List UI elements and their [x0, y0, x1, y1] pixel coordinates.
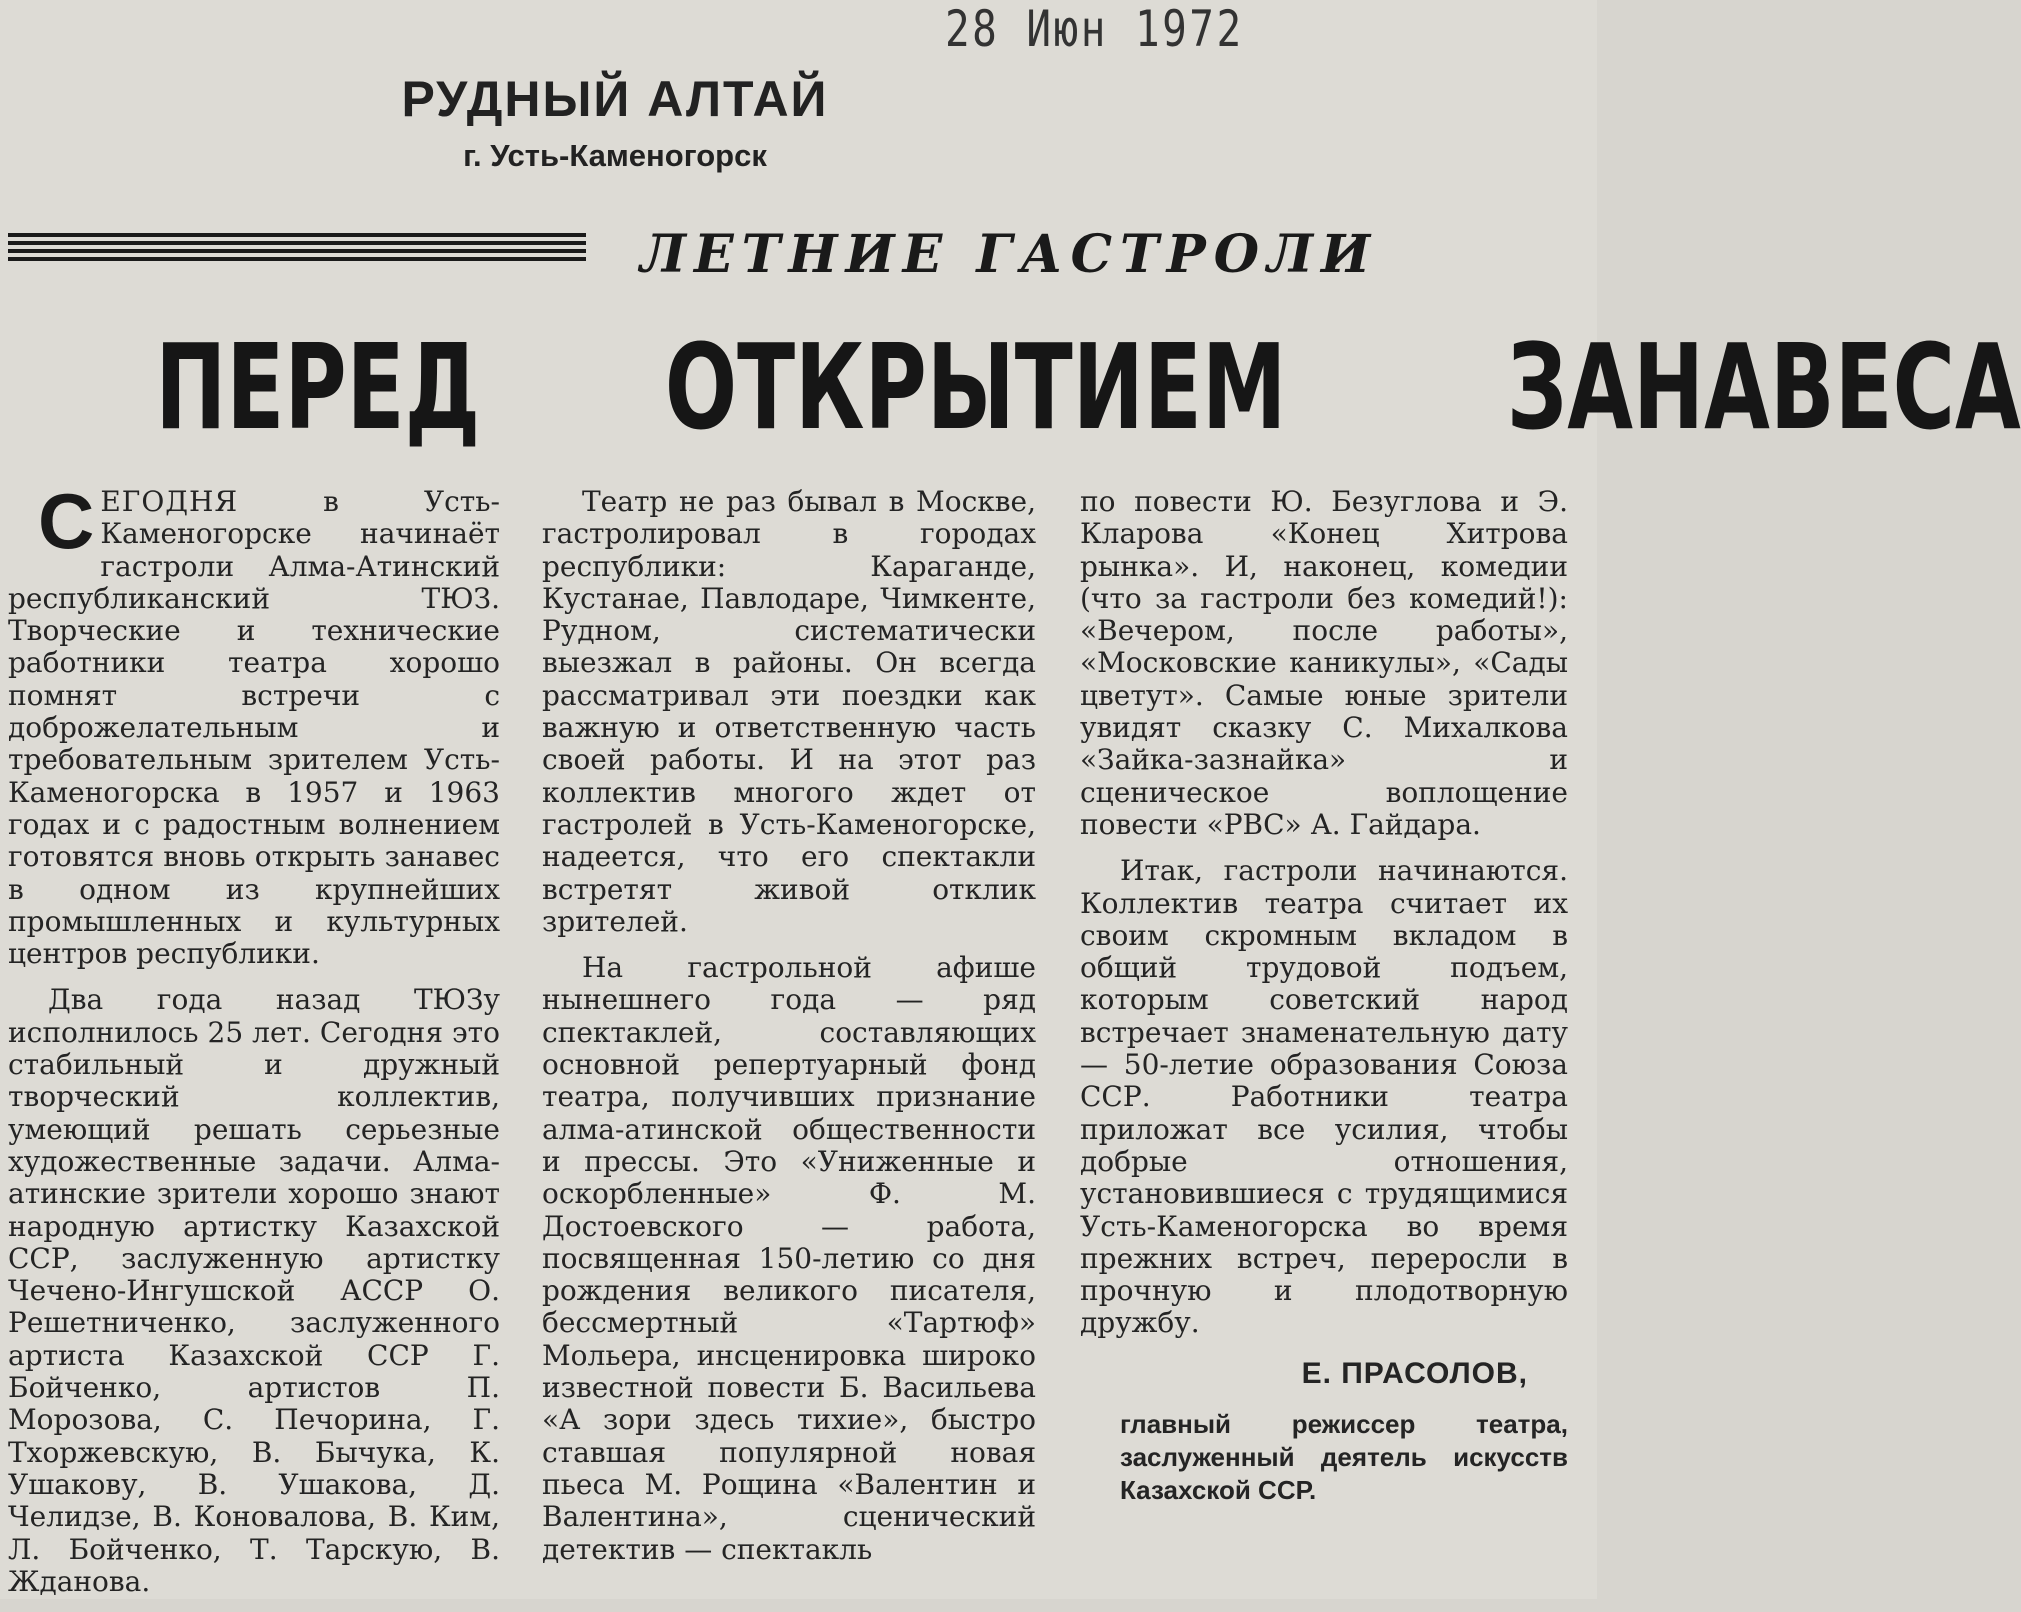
headline-word-2: ОТКРЫТИЕМ — [664, 318, 1286, 456]
author-name: Е. ПРАСОЛОВ, — [1301, 1356, 1528, 1390]
article-column-1 — [8, 477, 500, 1612]
article-paragraph: На гастрольной афише нынешнего года — ряд спектаклей, составляющих основной репертуарный фонд театра, получивших признание алма-атинской общественности и прессы. Это «Униженные и оскорбленные» Ф. М. Достоевского — работа, посвященная 150-летию со дня рождения великого писателя, бессмертный «Тартюф» Мольера, инсценировка широко известной повести Б. Васильева «А зори здесь тихие», быстро ставшая популярной новая пьеса М. Рощина «Валентин и Валентина», сценический детектив — спектакль — [542, 951, 1036, 1566]
newspaper-city: г. Усть-Каменогорск — [463, 138, 767, 173]
article-paragraph: Театр не раз бывал в Москве, гастролировал в городах республики: Караганде, Кустанае, Павлодаре, Чимкенте, Рудном, систематически выезжал в районы. Он всегда рассматривал эти поездки как важную и ответственную часть своей работы. И на этот раз коллектив многого ждет от гастролей в Усть-Каменогорске, надеется, что его спектакли встретят живой отклик зрителей. — [542, 485, 1036, 938]
drop-cap: С — [38, 477, 95, 565]
lead-text: в Усть-Каменогорске начинаёт гастроли Алма-Атинский республиканский ТЮЗ. Творческие и технические работники театра хорошо помнят встречи с доброжелательным и требовательным зрителем Усть-Каменогорска в 1957 и 1963 годах и с радостным волнением готовятся вновь открыть занавес в одном из крупнейших промышленных и культурных центров республики. — [8, 485, 500, 971]
lead-first-word: ЕГОДНЯ — [100, 485, 239, 518]
newspaper-name: РУДНЫЙ АЛТАЙ — [401, 71, 829, 127]
rubric-title: ЛЕТНИЕ ГАСТРОЛИ — [640, 224, 1379, 285]
article-column-2 — [542, 486, 1036, 1580]
date-stamp: 28 Июн 1972 — [945, 0, 1244, 58]
headline-word-3: ЗАНАВЕСА — [1506, 318, 2021, 456]
article-paragraph: по повести Ю. Безуглова и Э. Кларова «Конец Хитрова рынка». И, наконец, комедии (что за гастроли без комедий!): «Вечером, после работы», «Московские каникулы», «Сады цветут». Самые юные зрители увидят сказку С. Михалкова «Зайка-зазнайка» и сценическое воплощение повести «РВС» А. Гайдара. — [1080, 485, 1568, 841]
article-headline — [92, 318, 2021, 456]
article-paragraph: Итак, гастроли начинаются. Коллектив театра считает их своим скромным вкладом в общий трудовой подъем, которым советский народ встречает знаменательную дату — 50-летие образования Союза ССР. Работники театра приложат все усилия, чтобы добрые отношения, установившиеся с трудящимися Усть-Каменогорска во время прежних встреч, переросли в прочную и плодотворную дружбу. — [1080, 854, 1568, 1340]
masthead — [375, 70, 855, 174]
lead-paragraph — [8, 477, 500, 971]
article-paragraph: Два года назад ТЮЗу исполнилось 25 лет. Сегодня это стабильный и дружный творческий коллектив, умеющий решать серьезные художественные задачи. Алма-атинские зрители хорошо знают народную артистку Казахской ССР, заслуженную артистку Чечено-Ингушской АССР О. Решетниченко, заслуженного артиста Казахской ССР Г. Бойченко, артистов П. Морозова, С. Печорина, Г. Тхоржевскую, В. Бычука, К. Ушакову, В. Ушакова, Д. Челидзе, В. Коновалова, В. Ким, Л. Бойченко, Т. Тарскую, В. Жданова. — [8, 983, 500, 1598]
decorative-rule — [8, 233, 586, 265]
headline-word-1: ПЕРЕД — [155, 318, 481, 456]
author-title: главный режиссер театра, заслуженный деятель искусств Казахской ССР. — [1120, 1409, 1568, 1506]
article-column-3 — [1080, 486, 1568, 1507]
